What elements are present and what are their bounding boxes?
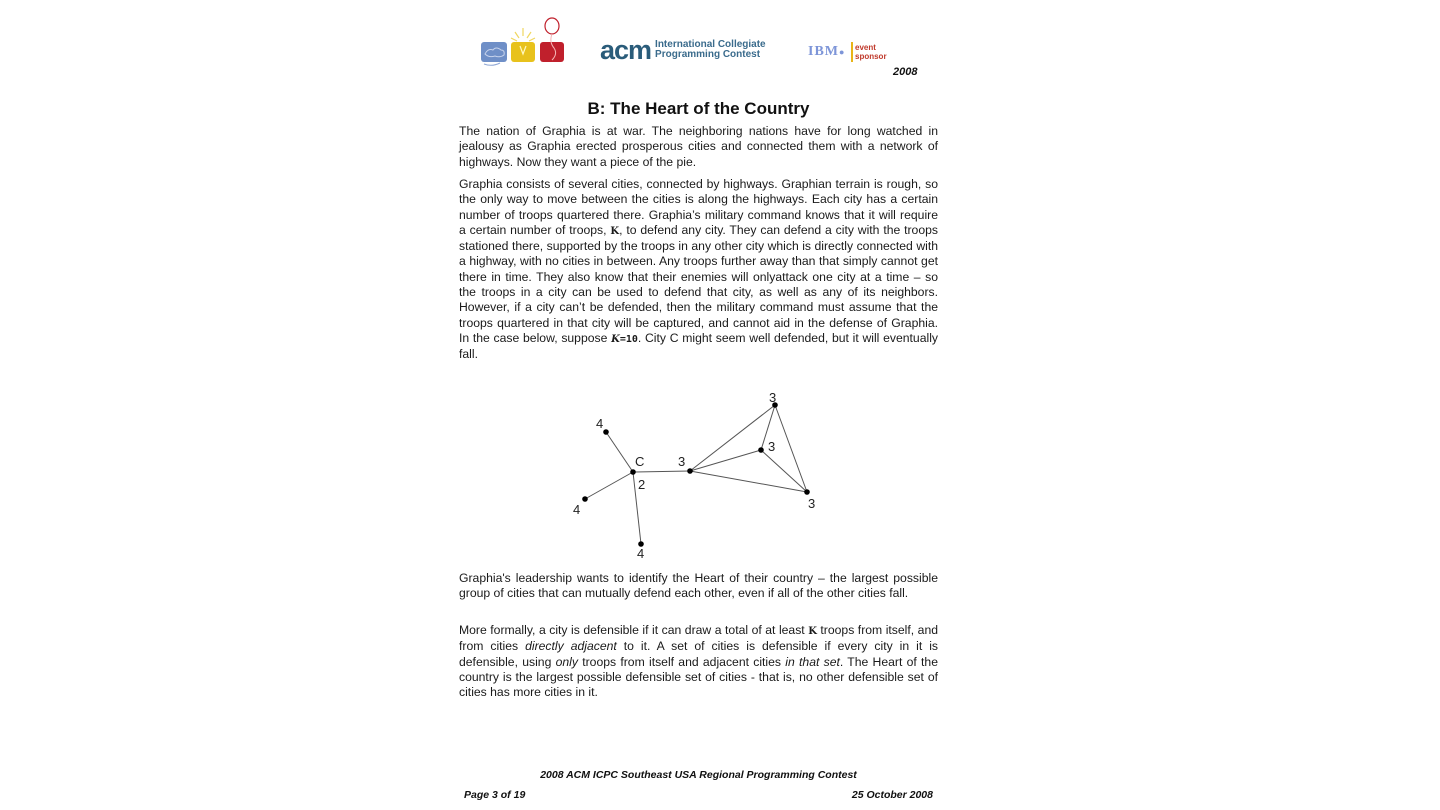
node-label: 3 [808,496,816,511]
node-label: 3 [678,454,686,469]
node-label: 4 [573,502,581,517]
node-label: 3 [768,439,776,454]
k-variable: K [610,225,620,237]
city-graph-figure [560,380,840,565]
node-label: 3 [769,390,777,405]
event-sponsor-label: event sponsor [855,43,887,61]
acm-mark: acm [600,35,652,65]
node-troops-c: 2 [638,477,646,492]
footer-page-number: Page 3 of 19 [464,789,526,801]
footer-contest-title: 2008 ACM ICPC Southeast USA Regional Programming Contest [540,769,857,781]
k-variable: K [611,333,620,345]
paragraph-formal: More formally, a city is defensible if it can draw a total of at least K troops from itself, and from cities directly adjacent to it. A set of cities is defensible if every city in it is defensible, using only troops from itself and adjacent cities in that set. The Heart of the country is the largest possible defensible set of cities - that is, no other defensible set of cities has more cities in it. [459,623,938,700]
acm-subtitle: International Collegiate Programming Contest [655,39,766,60]
problem-title: B: The Heart of the Country [587,99,810,118]
ibm-logo: IBM● [808,44,846,59]
graph-nodes [582,402,810,547]
node-label: 4 [637,546,645,561]
node-label: 4 [596,416,604,431]
acm-icpc-logo [600,35,766,65]
k-value: =10 [619,333,638,345]
sponsor-divider [851,42,853,62]
header-year: 2008 [893,66,918,78]
node-label-c: C [635,454,645,469]
k-variable: K [808,626,817,637]
footer-date: 25 October 2008 [851,789,933,801]
graph-edges [585,405,807,544]
icpc-logo-icon [481,16,567,72]
paragraph-intro: The nation of Graphia is at war. The neighboring nations have for long watched in jealousy as Graphia erected prosperous cities and connected them with a network of highways. Now they want a piece of the pie. [459,124,938,169]
paragraph-description: Graphia consists of several cities, connected by highways. Graphian terrain is rough, so the only way to move between the cities is along the highways. Each city has a certain number of troops quartered there. Graphia’s military command knows that it will require a certain number of troops, K, to defend any city. They can defend a city with the troops stationed there, supported by the troops in any other city which is directly connected with a highway, with no cities in between. Any troops further away than that simply cannot get there in time. They also know that their enemies will onlyattack one city at a time – so the troops in a city can be used to defend that city, as well as any of its neighbors. However, if a city can’t be defended, then the military command must assume that the troops quartered in that city will be captured, and cannot aid in the defense of Graphia. In the case below, suppose K=10. City C might seem well defended, but it will eventually fall. [459,177,938,362]
paragraph-goal: Graphia's leadership wants to identify the Heart of their country – the largest possible group of cities that can mutually defend each other, even if all of the other cities fall. [459,571,938,601]
